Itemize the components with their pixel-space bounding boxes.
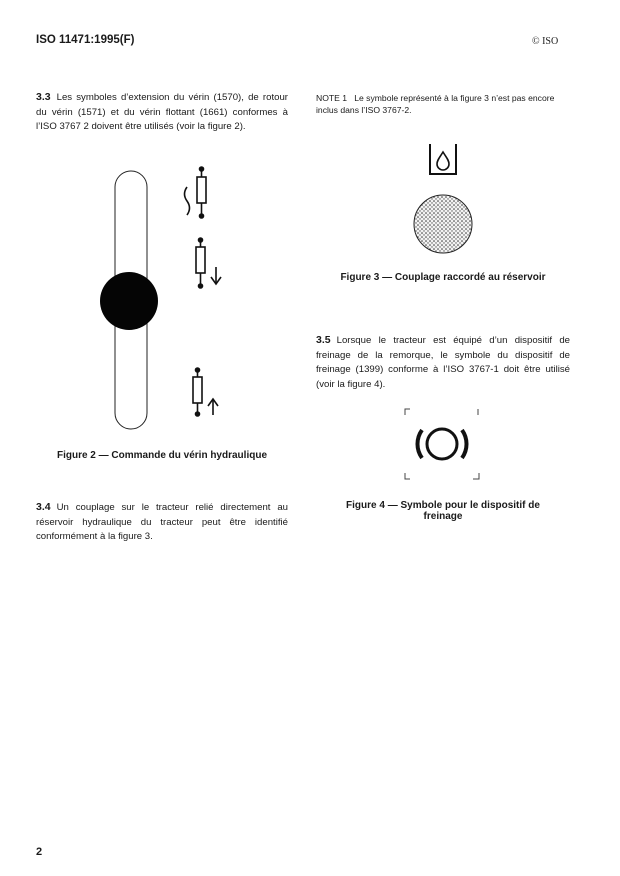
- caption-line: freinage: [423, 511, 463, 522]
- extension-cylinder-icon: [196, 238, 221, 288]
- note-label: NOTE 1: [316, 93, 348, 103]
- section-number: 3.4: [36, 501, 51, 513]
- section-3-4: [36, 500, 288, 545]
- figure-4-drawing: [400, 405, 485, 485]
- section-text: Un couplage sur le tracteur relié directement au réservoir hydraulique du tracteur peut être identifié conformément à la figure 3.: [36, 502, 288, 542]
- floating-cylinder-icon: [185, 167, 207, 218]
- copyright-mark: © ISO: [532, 36, 559, 47]
- caption-line: Figure 4 — Symbole pour le dispositif de: [346, 500, 540, 511]
- note-text: Le symbole représenté à la figure 3 n’est pas encore inclus dans l’ISO 3767-2.: [316, 93, 555, 115]
- page-number: 2: [36, 846, 43, 858]
- figure-4-caption: [316, 500, 570, 522]
- figure-3-caption: Figure 3 — Couplage raccordé au réservoir: [340, 272, 546, 283]
- standard-reference: ISO 11471:1995(F): [36, 34, 135, 46]
- control-knob: [100, 272, 158, 330]
- section-3-3: [36, 90, 288, 135]
- section-number: 3.5: [316, 334, 331, 346]
- reservoir-icon: [430, 144, 456, 174]
- coupling-circle: [414, 195, 472, 253]
- figure-2-caption: Figure 2 — Commande du vérin hydraulique: [56, 450, 268, 461]
- figure-2-drawing: [95, 165, 240, 440]
- retraction-cylinder-icon: [193, 368, 218, 416]
- section-number: 3.3: [36, 91, 51, 103]
- section-3-5: [316, 333, 570, 392]
- figure-3-drawing: [405, 140, 485, 260]
- section-text: Les symboles d’extension du vérin (1570), de rotour du vérin (1571) et du vérin flottant (1661) conformes à l’ISO 3767 2 doivent être utilisés (voir la figure 2).: [36, 92, 288, 132]
- section-text: Lorsque le tracteur est équipé d’un dispositif de freinage de la remorque, le symbole du dispositif de freinage (1399) conforme à l’ISO 3767-1 doit être utilisé (voir la figure 4).: [316, 335, 570, 390]
- note-1: [316, 92, 570, 116]
- brake-symbol-icon: [417, 429, 466, 459]
